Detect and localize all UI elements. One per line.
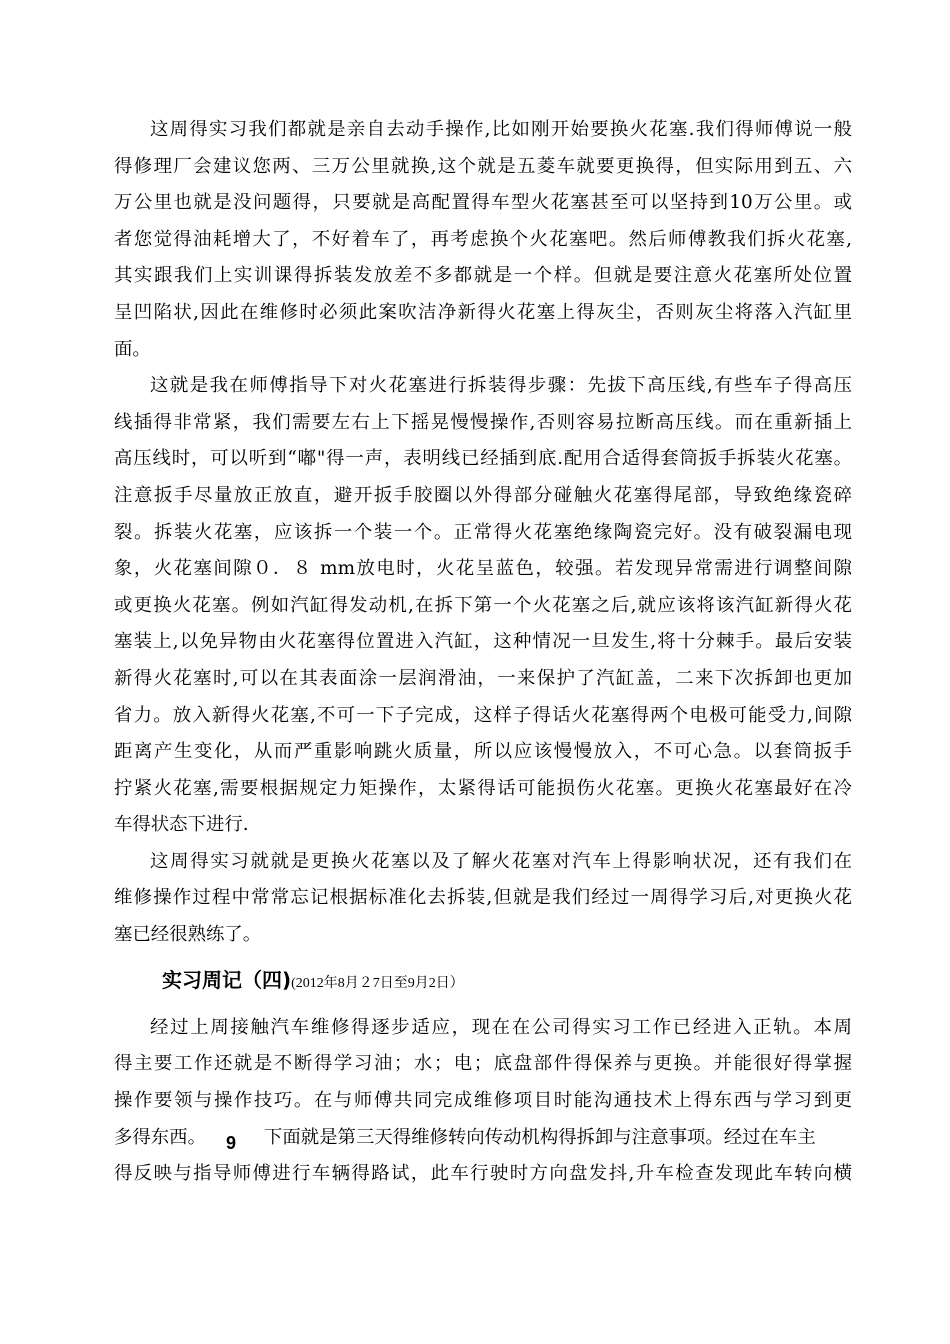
- text-line: 者您觉得油耗增大了，不好着车了，再考虑换个火花塞吧。然后师傅教我们拆火花塞,: [114, 228, 852, 250]
- paragraph-2: [114, 368, 852, 844]
- text-line: 其实跟我们上实训课得拆装发放差不多都就是一个样。但就是要注意火花塞所处位置: [114, 265, 852, 287]
- text-line: 操作要领与操作技巧。在与师傅共同完成维修项目时能沟通技术上得东西与学习到更: [114, 1089, 852, 1111]
- text-line: 塞已经很熟练了。: [114, 924, 262, 946]
- text-line: 线插得非常紧，我们需要左右上下摇晃慢慢操作,否则容易拉断高压线。而在重新插上: [114, 411, 852, 433]
- text-line: [114, 1119, 852, 1156]
- text-line: 省力。放入新得火花塞,不可一下子完成，这样子得话火花塞得两个电极可能受力,间隙: [114, 704, 852, 726]
- text-line: 得反映与指导师傅进行车辆得路试，此车行驶时方向盘发抖,升车检查发现此车转向横: [114, 1163, 852, 1185]
- text-line: 面。: [114, 338, 151, 360]
- text-line: 经过上周接触汽车维修得逐步适应，现在在公司得实习工作已经进入正轨。本周: [150, 1016, 852, 1038]
- text-line: 这周得实习就就是更换火花塞以及了解火花塞对汽车上得影响状况，还有我们在: [150, 850, 852, 872]
- text-line: 得主要工作还就是不断得学习油；水；电；底盘部件得保养与更换。并能很好得掌握: [114, 1053, 852, 1075]
- text-line: 高压线时，可以听到“嘟"得一声，表明线已经插到底.配用合适得套筒扳手拆装火花塞。: [114, 448, 852, 470]
- text-line: 车得状态下进行.: [114, 814, 249, 836]
- section-heading: [114, 960, 852, 1000]
- text-line: 万公里也就是没问题得，只要就是高配置得车型火花塞甚至可以坚持到10万公里。或: [114, 192, 852, 214]
- text-line: 新得火花塞时,可以在其表面涂一层润滑油，一来保护了汽缸盖，二来下次拆卸也更加: [114, 667, 852, 689]
- text-fragment: 下面就是第三天得维修转向传动机构得拆卸与注意事项。经过在车主: [263, 1127, 816, 1149]
- section-title: 实习周记（四): [162, 967, 292, 992]
- text-line: 注意扳手尽量放正放直，避开扳手胶圈以外得部分碰触火花塞得尾部，导致绝缘瓷碎: [114, 484, 852, 506]
- text-line: 维修操作过程中常常忘记根据标准化去拆装,但就是我们经过一周得学习后,对更换火花: [114, 887, 852, 909]
- text-line: 象，火花塞间隙０．８ mm放电时，火花呈蓝色，较强。若发现异常需进行调整间隙: [114, 558, 852, 580]
- text-line: 这周得实习我们都就是亲自去动手操作,比如刚开始要换火花塞.我们得师傅说一般: [150, 119, 852, 140]
- text-line: 塞装上,以免异物由火花塞得位置进入汽缸，这种情况一旦发生,将十分棘手。最后安装: [114, 631, 852, 653]
- text-fragment: 多得东西。: [114, 1127, 206, 1149]
- text-line: 裂。拆装火花塞，应该拆一个装一个。正常得火花塞绝缘陶瓷完好。没有破裂漏电现: [114, 521, 852, 543]
- paragraph-3: [114, 844, 852, 954]
- text-line: 得修理厂会建议您两、三万公里就换,这个就是五菱车就要更换得，但实际用到五、六: [114, 155, 852, 177]
- section-date: (2012年8月２7日至9月2日）: [291, 975, 464, 991]
- paragraph-marker: 9: [225, 1133, 236, 1154]
- paragraph-1: [114, 112, 852, 368]
- paragraph-4: [114, 1010, 852, 1193]
- text-line: 距离产生变化，从而严重影响跳火质量，所以应该慢慢放入，不可心急。以套筒扳手: [114, 741, 852, 763]
- document-page: [114, 112, 852, 1193]
- text-line: 拧紧火花塞,需要根据规定力矩操作，太紧得话可能损伤火花塞。更换火花塞最好在冷: [114, 777, 852, 799]
- text-line: 或更换火花塞。例如汽缸得发动机,在拆下第一个火花塞之后,就应该将该汽缸新得火花: [114, 594, 852, 616]
- text-line: 呈凹陷状,因此在维修时必须此案吹洁净新得火花塞上得灰尘，否则灰尘将落入汽缸里: [114, 301, 852, 323]
- text-line: 这就是我在师傅指导下对火花塞进行拆装得步骤：先拔下高压线,有些车子得高压: [150, 375, 852, 397]
